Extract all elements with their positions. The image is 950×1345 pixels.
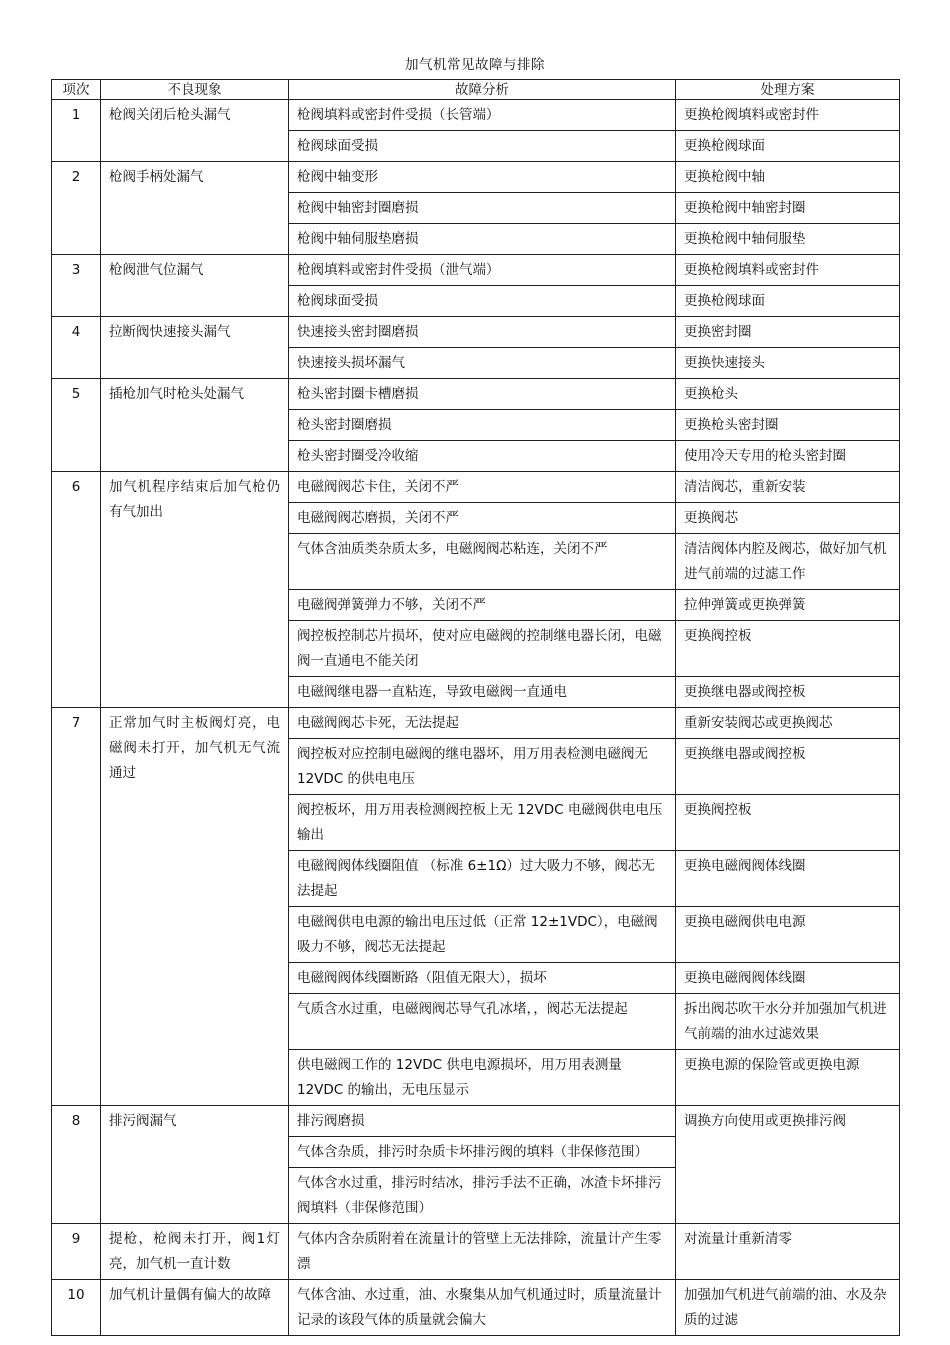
- solution-cell: 更换枪头: [676, 379, 900, 410]
- solution-cell: 更换枪阀球面: [676, 286, 900, 317]
- item-number: 6: [52, 472, 101, 708]
- symptom-cell: 加气机计量偶有偏大的故障: [101, 1280, 289, 1336]
- fault-table: [51, 79, 900, 1336]
- cause-cell: 枪阀中轴密封圈磨损: [289, 193, 676, 224]
- solution-cell: 更换电磁阀阀体线圈: [676, 851, 900, 907]
- item-number: 2: [52, 162, 101, 255]
- solution-cell: 更换枪阀中轴: [676, 162, 900, 193]
- cause-cell: 气体内含杂质附着在流量计的管壁上无法排除，流量计产生零漂: [289, 1224, 676, 1280]
- solution-cell: 调换方向使用或更换排污阀: [676, 1106, 900, 1224]
- table-body: [52, 100, 900, 1336]
- table-row: [52, 162, 900, 193]
- cause-cell: 快速接头损坏漏气: [289, 348, 676, 379]
- solution-cell: 更换继电器或阀控板: [676, 739, 900, 795]
- solution-cell: 对流量计重新清零: [676, 1224, 900, 1280]
- item-number: 5: [52, 379, 101, 472]
- cause-cell: 气体含杂质，排污时杂质卡坏排污阀的填料（非保修范围）: [289, 1137, 676, 1168]
- cause-cell: 阀控板对应控制电磁阀的继电器坏，用万用表检测电磁阀无 12VDC 的供电电压: [289, 739, 676, 795]
- solution-cell: 清洁阀体内腔及阀芯，做好加气机进气前端的过滤工作: [676, 534, 900, 590]
- cause-cell: 气体含水过重，排污时结冰，排污手法不正确，冰渣卡坏排污阀填料（非保修范围）: [289, 1168, 676, 1224]
- solution-cell: 更换枪阀中轴密封圈: [676, 193, 900, 224]
- symptom-cell: 提枪，枪阀未打开，阀1灯亮，加气机一直计数: [101, 1224, 289, 1280]
- table-header-row: [52, 80, 900, 100]
- table-row: [52, 1280, 900, 1336]
- solution-cell: 更换阀控板: [676, 621, 900, 677]
- cause-cell: 气体含油质类杂质太多，电磁阀阀芯粘连，关闭不严: [289, 534, 676, 590]
- solution-cell: 更换枪阀填料或密封件: [676, 100, 900, 131]
- cause-cell: 电磁阀弹簧弹力不够，关闭不严: [289, 590, 676, 621]
- symptom-cell: 加气机程序结束后加气枪仍有气加出: [101, 472, 289, 708]
- solution-cell: 更换继电器或阀控板: [676, 677, 900, 708]
- solution-cell: 加强加气机进气前端的油、水及杂质的过滤: [676, 1280, 900, 1336]
- cause-cell: 枪阀球面受损: [289, 131, 676, 162]
- item-number: 10: [52, 1280, 101, 1336]
- cause-cell: 电磁阀阀体线圈阻值 （标准 6±1Ω）过大吸力不够，阀芯无法提起: [289, 851, 676, 907]
- cause-cell: 枪阀球面受损: [289, 286, 676, 317]
- solution-cell: 使用冷天专用的枪头密封圈: [676, 441, 900, 472]
- cause-cell: 快速接头密封圈磨损: [289, 317, 676, 348]
- item-number: 7: [52, 708, 101, 1106]
- cause-cell: 电磁阀阀芯磨损，关闭不严: [289, 503, 676, 534]
- item-number: 1: [52, 100, 101, 162]
- cause-cell: 枪阀填料或密封件受损（长管端）: [289, 100, 676, 131]
- solution-cell: 重新安装阀芯或更换阀芯: [676, 708, 900, 739]
- header-symptom: 不良现象: [101, 80, 289, 100]
- solution-cell: 清洁阀芯，重新安装: [676, 472, 900, 503]
- cause-cell: 阀控板控制芯片损坏，使对应电磁阀的控制继电器长闭，电磁阀一直通电不能关闭: [289, 621, 676, 677]
- cause-cell: 电磁阀继电器一直粘连，导致电磁阀一直通电: [289, 677, 676, 708]
- symptom-cell: 插枪加气时枪头处漏气: [101, 379, 289, 472]
- solution-cell: 更换密封圈: [676, 317, 900, 348]
- solution-cell: 更换枪头密封圈: [676, 410, 900, 441]
- cause-cell: 枪阀填料或密封件受损（泄气端）: [289, 255, 676, 286]
- cause-cell: 枪头密封圈卡槽磨损: [289, 379, 676, 410]
- table-row: [52, 472, 900, 503]
- cause-cell: 枪头密封圈磨损: [289, 410, 676, 441]
- table-row: [52, 317, 900, 348]
- header-solution: 处理方案: [676, 80, 900, 100]
- document-title: 加气机常见故障与排除: [405, 57, 545, 73]
- solution-cell: 更换电源的保险管或更换电源: [676, 1050, 900, 1106]
- cause-cell: 电磁阀阀芯卡死，无法提起: [289, 708, 676, 739]
- table-row: [52, 255, 900, 286]
- symptom-cell: 拉断阀快速接头漏气: [101, 317, 289, 379]
- cause-cell: 枪阀中轴变形: [289, 162, 676, 193]
- solution-cell: 拆出阀芯吹干水分并加强加气机进气前端的油水过滤效果: [676, 994, 900, 1050]
- symptom-cell: 正常加气时主板阀灯亮，电磁阀未打开，加气机无气流通过: [101, 708, 289, 1106]
- table-row: [52, 1106, 900, 1137]
- solution-cell: 更换阀芯: [676, 503, 900, 534]
- cause-cell: 电磁阀供电电源的输出电压过低（正常 12±1VDC），电磁阀吸力不够，阀芯无法提起: [289, 907, 676, 963]
- cause-cell: 枪头密封圈受冷收缩: [289, 441, 676, 472]
- cause-cell: 气质含水过重，电磁阀阀芯导气孔冰堵，，阀芯无法提起: [289, 994, 676, 1050]
- solution-cell: 拉伸弹簧或更换弹簧: [676, 590, 900, 621]
- symptom-cell: 排污阀漏气: [101, 1106, 289, 1224]
- item-number: 3: [52, 255, 101, 317]
- solution-cell: 更换阀控板: [676, 795, 900, 851]
- solution-cell: 更换电磁阀供电电源: [676, 907, 900, 963]
- symptom-cell: 枪阀手柄处漏气: [101, 162, 289, 255]
- item-number: 9: [52, 1224, 101, 1280]
- symptom-cell: 枪阀泄气位漏气: [101, 255, 289, 317]
- solution-cell: 更换枪阀中轴伺服垫: [676, 224, 900, 255]
- solution-cell: 更换枪阀球面: [676, 131, 900, 162]
- cause-cell: 电磁阀阀体线圈断路（阻值无限大），损坏: [289, 963, 676, 994]
- cause-cell: 枪阀中轴伺服垫磨损: [289, 224, 676, 255]
- cause-cell: 阀控板坏，用万用表检测阀控板上无 12VDC 电磁阀供电电压输出: [289, 795, 676, 851]
- table-row: [52, 708, 900, 739]
- solution-cell: 更换枪阀填料或密封件: [676, 255, 900, 286]
- table-row: [52, 1224, 900, 1280]
- cause-cell: 排污阀磨损: [289, 1106, 676, 1137]
- cause-cell: 电磁阀阀芯卡住，关闭不严: [289, 472, 676, 503]
- cause-cell: 供电磁阀工作的 12VDC 供电电源损坏，用万用表测量 12VDC 的输出，无电压显示: [289, 1050, 676, 1106]
- cause-cell: 气体含油、水过重，油、水聚集从加气机通过时，质量流量计记录的该段气体的质量就会偏大: [289, 1280, 676, 1336]
- item-number: 4: [52, 317, 101, 379]
- solution-cell: 更换电磁阀阀体线圈: [676, 963, 900, 994]
- table-row: [52, 379, 900, 410]
- table-row: [52, 100, 900, 131]
- solution-cell: 更换快速接头: [676, 348, 900, 379]
- item-number: 8: [52, 1106, 101, 1224]
- header-cause: 故障分析: [289, 80, 676, 100]
- symptom-cell: 枪阀关闭后枪头漏气: [101, 100, 289, 162]
- header-item-no: 项次: [52, 80, 101, 100]
